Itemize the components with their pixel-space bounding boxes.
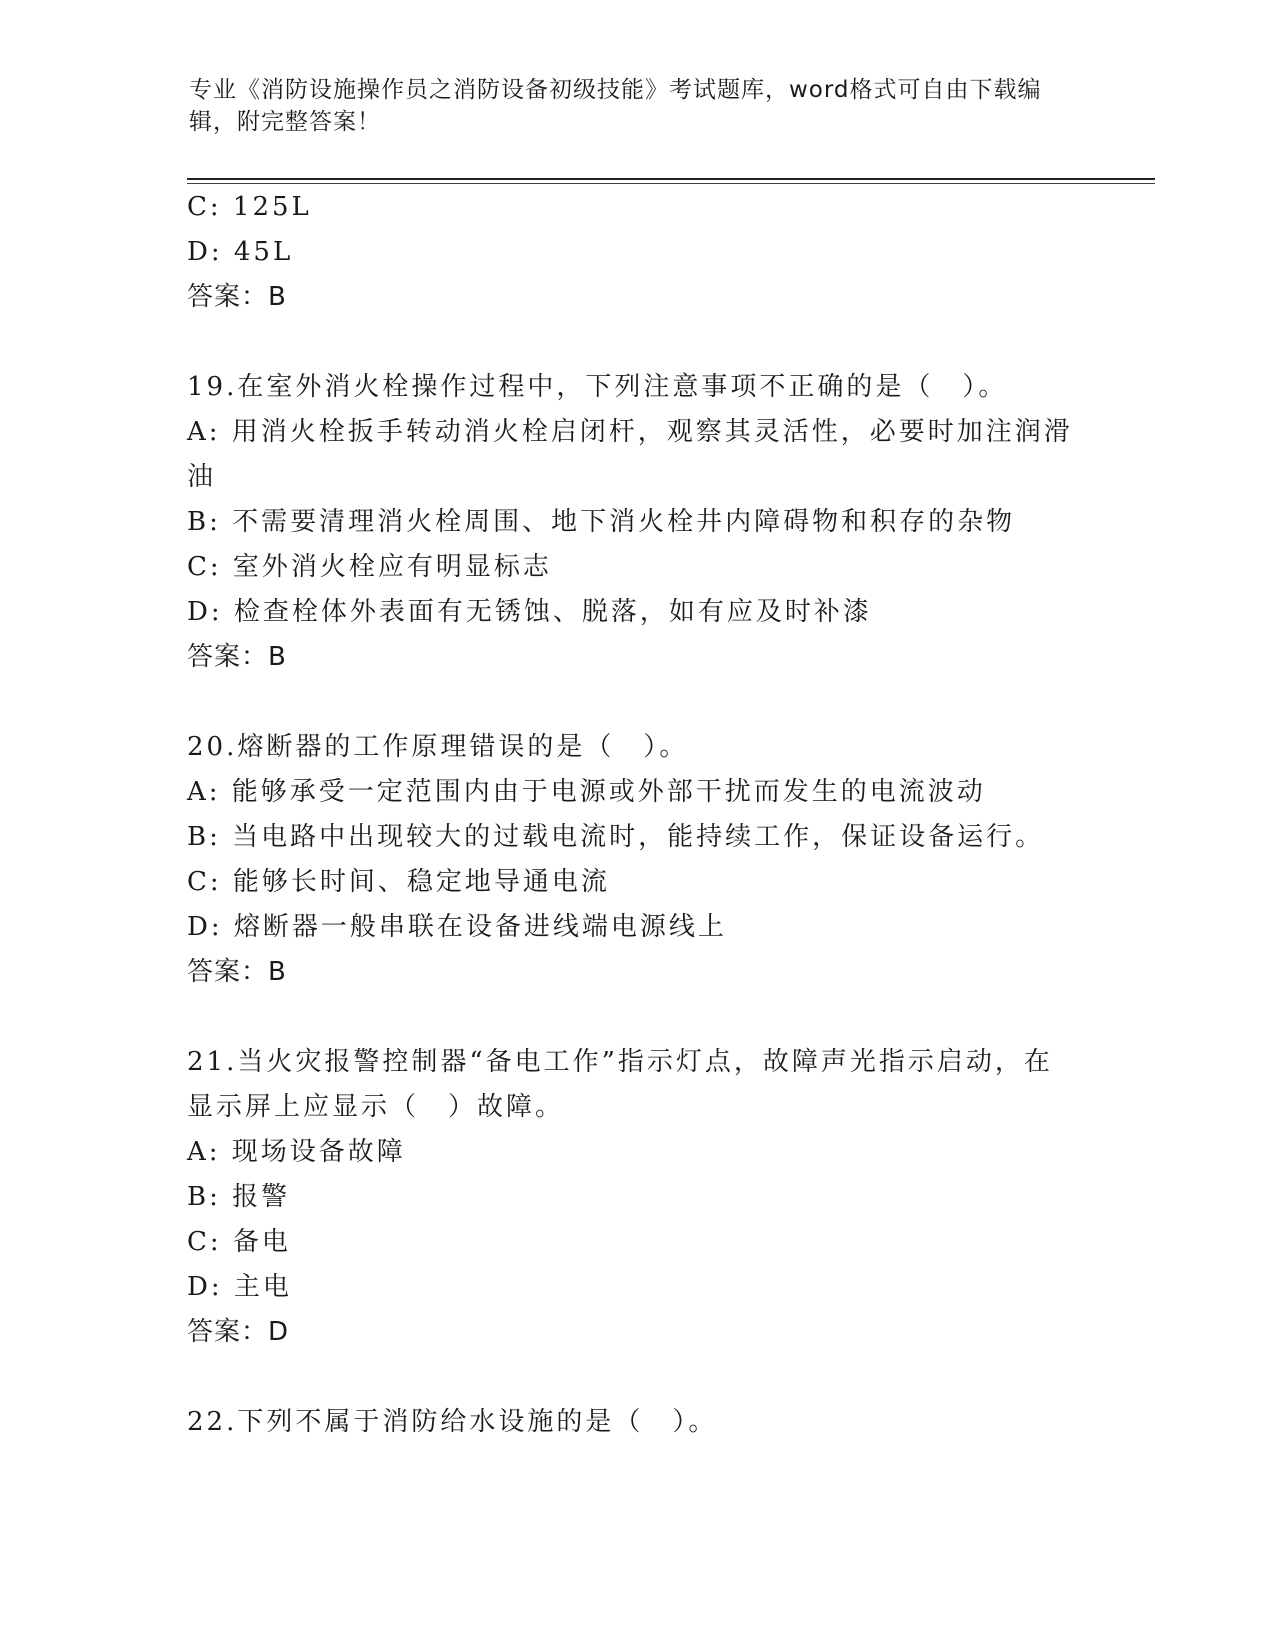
q21-option-d: D: 主电 — [187, 1272, 292, 1302]
q22-stem: 22.下列不属于消防给水设施的是（ ）。 — [187, 1407, 718, 1437]
q20-option-d: D: 熔断器一般串联在设备进线端电源线上 — [187, 912, 727, 942]
prev-answer: 答案：B — [187, 282, 287, 312]
q21-stem-line1: 21.当火灾报警控制器“备电工作”指示灯点，故障声光指示启动，在 — [187, 1047, 1053, 1077]
q21-option-a: A: 现场设备故障 — [187, 1137, 406, 1167]
q20-answer: 答案：B — [187, 957, 287, 987]
header-line-2: 辑，附完整答案！ — [189, 109, 381, 135]
q21-option-c: C: 备电 — [187, 1227, 291, 1257]
q19-stem: 19.在室外消火栓操作过程中，下列注意事项不正确的是（ ）。 — [187, 372, 1008, 402]
header-line-1: 专业《消防设施操作员之消防设备初级技能》考试题库，word格式可自由下载编 — [189, 77, 1042, 103]
q19-option-a-line2: 油 — [187, 462, 217, 492]
document-header — [189, 74, 1069, 138]
q19-option-b: B: 不需要清理消火栓周围、地下消火栓井内障碍物和积存的杂物 — [187, 507, 1016, 537]
q19-option-d: D: 检查栓体外表面有无锈蚀、脱落，如有应及时补漆 — [187, 597, 872, 627]
q20-option-b: B: 当电路中出现较大的过载电流时，能持续工作，保证设备运行。 — [187, 822, 1045, 852]
header-divider-thin — [187, 183, 1155, 184]
q20-option-a: A: 能够承受一定范围内由于电源或外部干扰而发生的电流波动 — [187, 777, 986, 807]
q21-stem-line2: 显示屏上应显示（ ）故障。 — [187, 1092, 565, 1122]
prev-option-d: D: 45L — [187, 237, 294, 267]
q21-option-b: B: 报警 — [187, 1182, 291, 1212]
q20-option-c: C: 能够长时间、稳定地导通电流 — [187, 867, 610, 897]
header-divider-thick — [187, 178, 1155, 180]
q21-answer: 答案：D — [187, 1317, 290, 1347]
prev-option-c: C: 125L — [187, 192, 312, 222]
q19-option-a-line1: A: 用消火栓扳手转动消火栓启闭杆，观察其灵活性，必要时加注润滑 — [187, 417, 1073, 447]
q20-stem: 20.熔断器的工作原理错误的是（ ）。 — [187, 732, 689, 762]
q19-option-c: C: 室外消火栓应有明显标志 — [187, 552, 552, 582]
q19-answer: 答案：B — [187, 642, 287, 672]
